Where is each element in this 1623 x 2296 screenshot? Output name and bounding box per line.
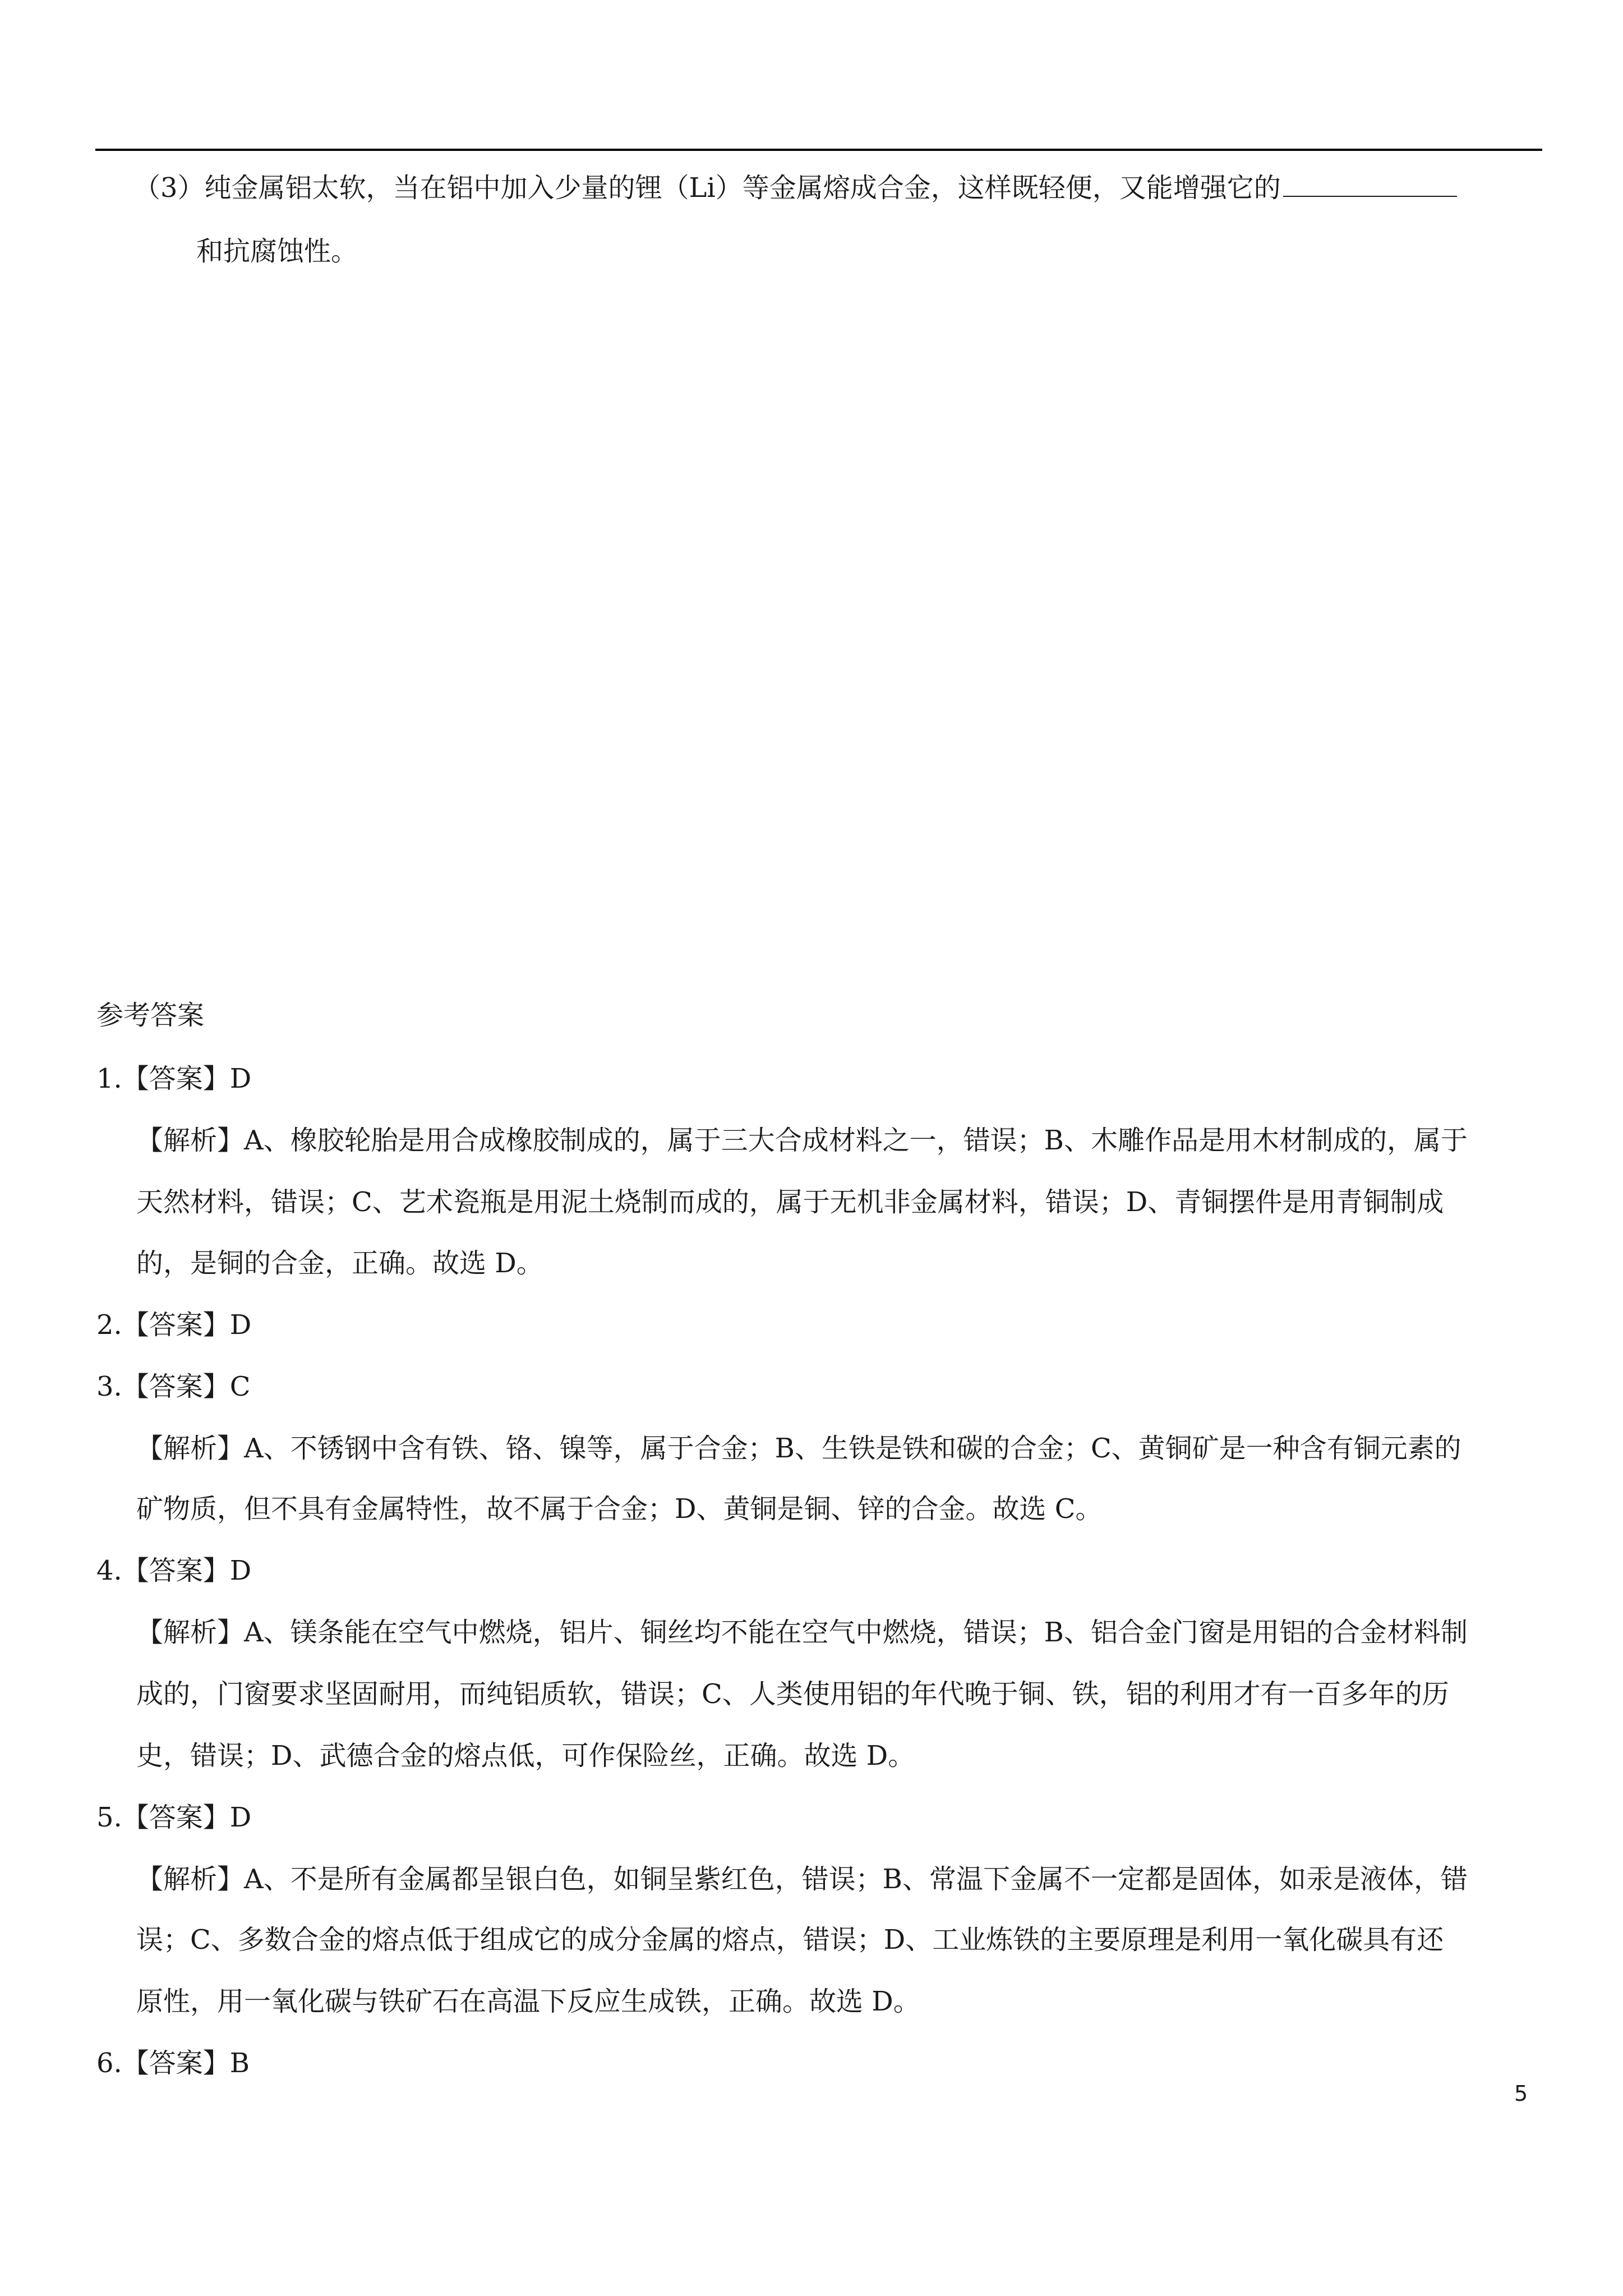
explanation-5-line-1: 【解析】A、不是所有金属都呈银白色，如铜呈紫红色，错误；B、常温下金属不一定都是固体，如汞是液体，错 [136,1864,1468,1895]
header-rule [95,149,1542,151]
explanation-4-line-2: 成的，门窗要求坚固耐用，而纯铝质软，错误；C、人类使用铝的年代晚于铜、铁，铝的利用才有一百多年的历 [136,1678,1449,1710]
explanation-1-line-1: 【解析】A、橡胶轮胎是用合成橡胶制成的，属于三大合成材料之一，错误；B、木雕作品是用木材制成的，属于 [136,1125,1468,1156]
answers-heading: 参考答案 [96,1000,205,1031]
page-number: 5 [1514,2081,1528,2106]
explanation-5-line-3: 原性，用一氧化碳与铁矿石在高温下反应生成铁，正确。故选 D。 [136,1986,920,2017]
answer-2: 2.【答案】D [96,1309,252,1341]
question-3-line-1 [133,171,1457,205]
answer-5: 5.【答案】D [96,1802,252,1833]
question-3-text: （3）纯金属铝太软，当在铝中加入少量的锂（Li）等金属熔成合金，这样既轻便，又能增强它的 [133,172,1281,204]
answer-1: 1.【答案】D [96,1063,252,1094]
answer-blank [1283,196,1457,197]
explanation-3-line-1: 【解析】A、不锈钢中含有铁、铬、镍等，属于合金；B、生铁是铁和碳的合金；C、黄铜矿是一种含有铜元素的 [136,1433,1461,1464]
explanation-3-line-2: 矿物质，但不具有金属特性，故不属于合金；D、黄铜是铜、锌的合金。故选 C。 [136,1493,1103,1525]
question-3-line-2: 和抗腐蚀性。 [196,236,358,267]
explanation-4-line-1: 【解析】A、镁条能在空气中燃烧，铝片、铜丝均不能在空气中燃烧，错误；B、铝合金门窗是用铝的合金材料制 [136,1617,1468,1648]
explanation-1-line-3: 的，是铜的合金，正确。故选 D。 [136,1248,543,1279]
answer-4: 4.【答案】D [96,1555,252,1586]
answer-3: 3.【答案】C [96,1371,251,1402]
explanation-4-line-3: 史，错误；D、武德合金的熔点低，可作保险丝，正确。故选 D。 [136,1740,915,1772]
explanation-5-line-2: 误；C、多数合金的熔点低于组成它的成分金属的熔点，错误；D、工业炼铁的主要原理是利用一氧化碳具有还 [136,1924,1444,1955]
explanation-1-line-2: 天然材料，错误；C、艺术瓷瓶是用泥土烧制而成的，属于无机非金属材料，错误；D、青铜摆件是用青铜制成 [136,1186,1444,1218]
answer-6: 6.【答案】B [96,2047,250,2079]
